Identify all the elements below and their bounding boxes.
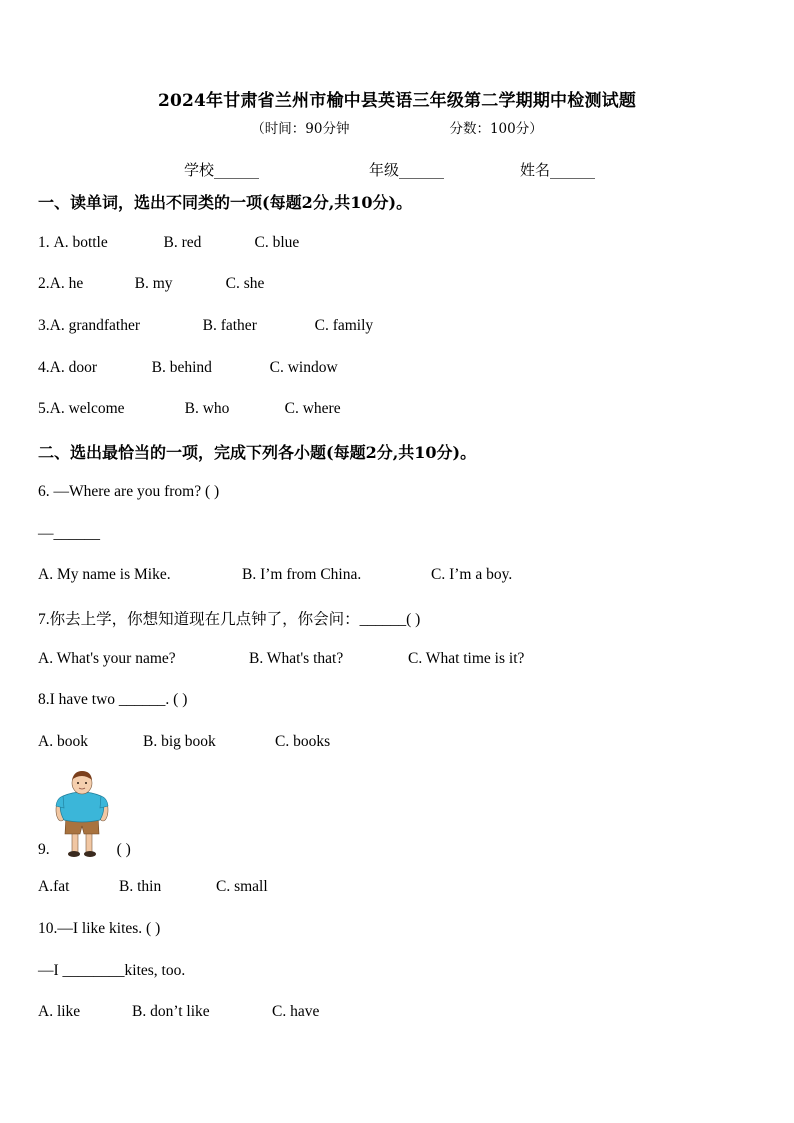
option-a: A. My name is Mike. bbox=[38, 566, 171, 583]
question-1 bbox=[38, 234, 299, 252]
question-6-answer-line: —______ bbox=[38, 525, 100, 542]
option-c: C. I’m a boy. bbox=[431, 566, 513, 583]
option-c: C. small bbox=[216, 878, 268, 895]
option-a: A. he bbox=[49, 275, 84, 292]
question-10-stem: 10.—I like kites. ( ) bbox=[38, 920, 161, 937]
question-6-options bbox=[38, 566, 512, 584]
option-c: C. books bbox=[275, 733, 331, 750]
section2-heading: 二、选出最恰当的一项，完成下列各小题(每题2分,共10分)。 bbox=[38, 443, 477, 462]
option-b: B. I’m from China. bbox=[242, 566, 362, 583]
option-b: B. father bbox=[202, 317, 257, 334]
option-c: C. where bbox=[284, 400, 341, 417]
option-b: B. don’t like bbox=[132, 1003, 210, 1020]
option-b: B. behind bbox=[151, 359, 212, 376]
option-a: A. book bbox=[38, 733, 88, 750]
page-title: 2024年甘肃省兰州市榆中县英语三年级第二学期期中检测试题 bbox=[157, 91, 637, 111]
option-a: A. grandfather bbox=[49, 317, 140, 334]
question-9-stem bbox=[38, 841, 131, 859]
question-6-stem: 6. —Where are you from? ( ) bbox=[38, 483, 220, 500]
question-8-options bbox=[38, 733, 330, 751]
question-9-options bbox=[38, 878, 268, 896]
exam-time: （时间：90分钟 bbox=[251, 121, 350, 137]
option-a: A. door bbox=[49, 359, 97, 376]
option-b: B. my bbox=[134, 275, 173, 292]
option-c: C. she bbox=[225, 275, 265, 292]
school-field: 学校______ bbox=[184, 161, 260, 179]
option-c: C. What time is it? bbox=[408, 650, 525, 667]
option-b: B. who bbox=[184, 400, 230, 417]
question-number: 3. bbox=[38, 317, 50, 334]
section1-heading: 一、读单词，选出不同类的一项(每题2分,共10分)。 bbox=[38, 193, 413, 212]
question-3 bbox=[38, 317, 373, 335]
option-a: A. like bbox=[38, 1003, 81, 1020]
option-b: B. red bbox=[163, 234, 202, 251]
question-8-stem: 8.I have two ______. ( ) bbox=[38, 691, 188, 708]
option-a: A. What's your name? bbox=[38, 650, 176, 667]
name-field: 姓名______ bbox=[520, 161, 596, 179]
question-number: 9. bbox=[38, 841, 50, 858]
option-b: B. What's that? bbox=[249, 650, 344, 667]
question-number: 2. bbox=[38, 275, 50, 292]
question-2 bbox=[38, 275, 264, 293]
question-number: 4. bbox=[38, 359, 50, 376]
option-c: C. window bbox=[269, 359, 338, 376]
question-10-options bbox=[38, 1003, 319, 1021]
question-number: 5. bbox=[38, 400, 50, 417]
question-number: 1. bbox=[38, 234, 54, 251]
answer-paren: ( ) bbox=[116, 841, 131, 858]
question-7-stem: 7.你去上学，你想知道现在几点钟了，你会问：______( ) bbox=[38, 611, 421, 628]
grade-field: 年级______ bbox=[369, 161, 445, 179]
question-5 bbox=[38, 400, 341, 418]
exam-meta bbox=[0, 117, 794, 137]
option-c: C. blue bbox=[254, 234, 300, 251]
option-b: B. thin bbox=[119, 878, 162, 895]
exam-score: 分数：100分） bbox=[449, 121, 543, 137]
question-7-options bbox=[38, 650, 524, 668]
option-a: A.fat bbox=[38, 878, 70, 895]
option-c: C. have bbox=[272, 1003, 320, 1020]
option-a: A. welcome bbox=[49, 400, 125, 417]
question-4 bbox=[38, 359, 338, 377]
option-a: A. bottle bbox=[53, 234, 108, 251]
option-b: B. big book bbox=[143, 733, 216, 750]
question-10-answer-line: —I ________kites, too. bbox=[38, 962, 186, 979]
option-c: C. family bbox=[314, 317, 374, 334]
